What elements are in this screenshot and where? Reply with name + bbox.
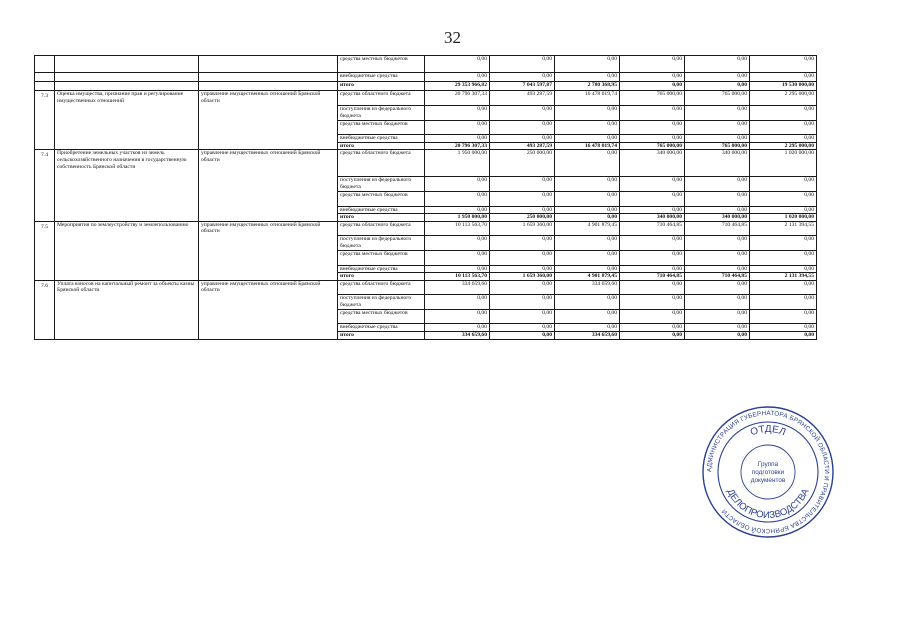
amount-cell: 16 478 019,74 bbox=[555, 142, 620, 150]
amount-cell: 0,00 bbox=[750, 295, 817, 310]
measure-name bbox=[55, 56, 199, 73]
amount-cell: 0,00 bbox=[555, 250, 620, 265]
amount-cell: 0,00 bbox=[685, 236, 750, 251]
amount-cell: 765 000,00 bbox=[620, 91, 685, 106]
amount-cell: 0,00 bbox=[555, 120, 620, 135]
measure-name: Оценка имущества, признание прав и регулирование имущественных отношений bbox=[55, 91, 199, 150]
amount-cell: 0,00 bbox=[425, 120, 490, 135]
amount-cell: 2 131 394,55 bbox=[750, 273, 817, 281]
funding-source: средства местных бюджетов bbox=[338, 56, 425, 73]
funding-source: средства областного бюджета bbox=[338, 91, 425, 106]
amount-cell: 340 000,00 bbox=[620, 214, 685, 222]
amount-cell: 16 478 019,74 bbox=[555, 91, 620, 106]
amount-cell: 0,00 bbox=[685, 324, 750, 332]
amount-cell: 2 295 000,00 bbox=[750, 91, 817, 106]
amount-cell: 250 000,00 bbox=[490, 150, 555, 177]
amount-cell: 0,00 bbox=[425, 135, 490, 143]
item-number: 7.5 bbox=[35, 221, 55, 280]
table-row bbox=[35, 56, 817, 73]
amount-cell: 4 901 879,45 bbox=[555, 221, 620, 236]
funding-source: средства местных бюджетов bbox=[338, 309, 425, 324]
amount-cell: 0,00 bbox=[425, 191, 490, 206]
amount-cell: 0,00 bbox=[490, 72, 555, 81]
amount-cell: 0,00 bbox=[750, 56, 817, 73]
measure-name: Мероприятия по землеустройству и землепользованию bbox=[55, 221, 199, 280]
amount-cell: 334 659,60 bbox=[425, 280, 490, 295]
amount-cell: 0,00 bbox=[425, 72, 490, 81]
table-row bbox=[35, 150, 817, 177]
amount-cell: 0,00 bbox=[490, 135, 555, 143]
funding-source: итого bbox=[338, 214, 425, 222]
amount-cell: 0,00 bbox=[490, 236, 555, 251]
table-total-row bbox=[35, 81, 817, 90]
amount-cell: 765 000,00 bbox=[685, 91, 750, 106]
amount-cell: 0,00 bbox=[620, 332, 685, 340]
stamp-bottom-arc: ДЕЛОПРОИЗВОДСТВА bbox=[724, 487, 812, 522]
amount-cell: 0,00 bbox=[620, 265, 685, 273]
amount-cell: 493 287,59 bbox=[490, 142, 555, 150]
amount-cell: 765 000,00 bbox=[620, 142, 685, 150]
amount-cell: 0,00 bbox=[490, 191, 555, 206]
amount-cell: 0,00 bbox=[490, 295, 555, 310]
amount-cell: 0,00 bbox=[685, 332, 750, 340]
amount-cell: 0,00 bbox=[620, 135, 685, 143]
stamp-seal-icon bbox=[700, 404, 836, 540]
amount-cell: 0,00 bbox=[750, 135, 817, 143]
amount-cell: 0,00 bbox=[555, 265, 620, 273]
funding-source: внебюджетные средства bbox=[338, 206, 425, 214]
amount-cell: 0,00 bbox=[620, 280, 685, 295]
amount-cell: 4 901 879,45 bbox=[555, 273, 620, 281]
funding-source: внебюджетные средства bbox=[338, 135, 425, 143]
amount-cell: 0,00 bbox=[685, 206, 750, 214]
amount-cell: 710 464,85 bbox=[620, 221, 685, 236]
amount-cell: 0,00 bbox=[425, 56, 490, 73]
amount-cell: 0,00 bbox=[490, 206, 555, 214]
amount-cell: 1 950 000,00 bbox=[425, 150, 490, 177]
amount-cell: 0,00 bbox=[490, 177, 555, 192]
amount-cell: 710 464,85 bbox=[620, 273, 685, 281]
funding-source: внебюджетные средства bbox=[338, 265, 425, 273]
item-number: 7.4 bbox=[35, 150, 55, 221]
amount-cell: 710 464,85 bbox=[685, 273, 750, 281]
funding-source: поступления из федерального бюджета bbox=[338, 295, 425, 310]
stamp-center-line-2: подготовки bbox=[751, 469, 785, 476]
funding-source: итого bbox=[338, 273, 425, 281]
item-number bbox=[35, 81, 55, 90]
funding-source: средства местных бюджетов bbox=[338, 250, 425, 265]
amount-cell: 0,00 bbox=[555, 56, 620, 73]
funding-source: поступления из федерального бюджета bbox=[338, 236, 425, 251]
amount-cell: 0,00 bbox=[620, 177, 685, 192]
amount-cell: 0,00 bbox=[620, 309, 685, 324]
measure-name: Уплата взносов на капитальный ремонт за объекты казны Брянской области bbox=[55, 280, 199, 339]
funding-source: итого bbox=[338, 142, 425, 150]
amount-cell: 0,00 bbox=[620, 72, 685, 81]
amount-cell: 0,00 bbox=[750, 72, 817, 81]
amount-cell: 0,00 bbox=[555, 135, 620, 143]
funding-source: средства областного бюджета bbox=[338, 150, 425, 177]
table-row bbox=[35, 221, 817, 236]
amount-cell: 0,00 bbox=[555, 191, 620, 206]
funding-source: внебюджетные средства bbox=[338, 324, 425, 332]
amount-cell: 0,00 bbox=[685, 56, 750, 73]
funding-source: поступления из федерального бюджета bbox=[338, 105, 425, 120]
svg-text:ОТДЕЛ bbox=[749, 424, 787, 438]
executor bbox=[199, 56, 338, 73]
amount-cell: 0,00 bbox=[685, 72, 750, 81]
amount-cell: 0,00 bbox=[750, 206, 817, 214]
amount-cell: 1 950 000,00 bbox=[425, 214, 490, 222]
amount-cell: 0,00 bbox=[620, 120, 685, 135]
amount-cell: 710 464,85 bbox=[685, 221, 750, 236]
amount-cell: 0,00 bbox=[750, 177, 817, 192]
amount-cell: 0,00 bbox=[685, 135, 750, 143]
amount-cell: 0,00 bbox=[750, 324, 817, 332]
amount-cell: 0,00 bbox=[425, 265, 490, 273]
amount-cell: 0,00 bbox=[425, 105, 490, 120]
amount-cell: 0,00 bbox=[685, 295, 750, 310]
amount-cell: 0,00 bbox=[490, 309, 555, 324]
amount-cell: 2 780 368,95 bbox=[555, 81, 620, 90]
amount-cell: 340 000,00 bbox=[685, 214, 750, 222]
funding-source: итого bbox=[338, 332, 425, 340]
executor bbox=[199, 81, 338, 90]
table-row bbox=[35, 91, 817, 106]
amount-cell: 0,00 bbox=[490, 332, 555, 340]
funding-source: средства областного бюджета bbox=[338, 221, 425, 236]
funding-source: средства областного бюджета bbox=[338, 280, 425, 295]
measure-name bbox=[55, 72, 199, 81]
amount-cell: 0,00 bbox=[750, 250, 817, 265]
amount-cell: 1 020 000,00 bbox=[750, 214, 817, 222]
stamp-ring-text: АДМИНИСТРАЦИЯ ГУБЕРНАТОРА БРЯНСКОЙ ОБЛАСТИ И ПРАВИТЕЛЬСТВА БРЯНСКОЙ ОБЛАСТИ bbox=[705, 409, 831, 535]
funding-source: средства местных бюджетов bbox=[338, 191, 425, 206]
amount-cell: 250 000,00 bbox=[490, 214, 555, 222]
amount-cell: 765 000,00 bbox=[685, 142, 750, 150]
amount-cell: 0,00 bbox=[555, 295, 620, 310]
amount-cell: 0,00 bbox=[750, 191, 817, 206]
amount-cell: 0,00 bbox=[750, 280, 817, 295]
amount-cell: 10 113 563,70 bbox=[425, 273, 490, 281]
stamp-center-line-3: документов bbox=[750, 477, 786, 484]
amount-cell: 19 530 000,00 bbox=[750, 81, 817, 90]
amount-cell: 1 659 360,00 bbox=[490, 221, 555, 236]
item-number bbox=[35, 56, 55, 73]
amount-cell: 0,00 bbox=[555, 72, 620, 81]
amount-cell: 0,00 bbox=[490, 280, 555, 295]
item-number bbox=[35, 72, 55, 81]
amount-cell: 334 659,60 bbox=[425, 332, 490, 340]
amount-cell: 0,00 bbox=[425, 309, 490, 324]
amount-cell: 0,00 bbox=[555, 177, 620, 192]
executor: управление имущественных отношений Брянской области bbox=[199, 221, 338, 280]
amount-cell: 0,00 bbox=[685, 191, 750, 206]
svg-text:ДЕЛОПРОИЗВОДСТВА bbox=[725, 487, 812, 521]
amount-cell: 334 659,60 bbox=[555, 332, 620, 340]
page-number: 32 bbox=[444, 28, 461, 47]
amount-cell: 0,00 bbox=[685, 120, 750, 135]
amount-cell: 0,00 bbox=[490, 324, 555, 332]
amount-cell: 0,00 bbox=[620, 295, 685, 310]
amount-cell: 0,00 bbox=[750, 309, 817, 324]
amount-cell: 0,00 bbox=[490, 120, 555, 135]
amount-cell: 334 659,60 bbox=[555, 280, 620, 295]
measure-name bbox=[55, 81, 199, 90]
amount-cell: 0,00 bbox=[425, 177, 490, 192]
amount-cell: 0,00 bbox=[620, 236, 685, 251]
measure-name: Приобретение земельных участков из земель сельскохозяйственного назначения в государственную собственность Брянской области bbox=[55, 150, 199, 221]
amount-cell: 0,00 bbox=[555, 206, 620, 214]
amount-cell: 0,00 bbox=[555, 214, 620, 222]
amount-cell: 0,00 bbox=[425, 250, 490, 265]
item-number: 7.6 bbox=[35, 280, 55, 339]
amount-cell: 0,00 bbox=[425, 295, 490, 310]
amount-cell: 0,00 bbox=[620, 324, 685, 332]
amount-cell: 0,00 bbox=[425, 236, 490, 251]
amount-cell: 29 353 966,82 bbox=[425, 81, 490, 90]
amount-cell: 0,00 bbox=[620, 56, 685, 73]
amount-cell: 0,00 bbox=[425, 324, 490, 332]
amount-cell: 0,00 bbox=[620, 191, 685, 206]
amount-cell: 0,00 bbox=[685, 265, 750, 273]
table-row bbox=[35, 72, 817, 81]
amount-cell: 0,00 bbox=[555, 324, 620, 332]
amount-cell: 2 131 394,55 bbox=[750, 221, 817, 236]
executor: управление имущественных отношений Брянской области bbox=[199, 150, 338, 221]
table-row bbox=[35, 280, 817, 295]
amount-cell: 0,00 bbox=[620, 206, 685, 214]
amount-cell: 1 659 360,00 bbox=[490, 273, 555, 281]
executor bbox=[199, 72, 338, 81]
amount-cell: 0,00 bbox=[620, 250, 685, 265]
amount-cell: 0,00 bbox=[685, 177, 750, 192]
funding-source: итого bbox=[338, 81, 425, 90]
amount-cell: 0,00 bbox=[490, 250, 555, 265]
executor: управление имущественных отношений Брянской области bbox=[199, 91, 338, 150]
amount-cell: 0,00 bbox=[555, 105, 620, 120]
amount-cell: 0,00 bbox=[750, 105, 817, 120]
amount-cell: 0,00 bbox=[490, 265, 555, 273]
amount-cell: 0,00 bbox=[425, 206, 490, 214]
amount-cell: 0,00 bbox=[620, 105, 685, 120]
amount-cell: 0,00 bbox=[555, 309, 620, 324]
amount-cell: 493 287,59 bbox=[490, 91, 555, 106]
executor: управление имущественных отношений Брянской области bbox=[199, 280, 338, 339]
stamp-top-arc: ОТДЕЛ bbox=[749, 423, 788, 439]
amount-cell: 0,00 bbox=[750, 120, 817, 135]
budget-table bbox=[34, 55, 817, 340]
amount-cell: 0,00 bbox=[750, 332, 817, 340]
office-stamp bbox=[700, 404, 836, 540]
funding-source: поступления из федерального бюджета bbox=[338, 177, 425, 192]
amount-cell: 0,00 bbox=[750, 265, 817, 273]
amount-cell: 0,00 bbox=[555, 236, 620, 251]
amount-cell: 0,00 bbox=[555, 150, 620, 177]
amount-cell: 1 020 000,00 bbox=[750, 150, 817, 177]
amount-cell: 10 113 563,70 bbox=[425, 221, 490, 236]
amount-cell: 0,00 bbox=[620, 81, 685, 90]
amount-cell: 0,00 bbox=[490, 105, 555, 120]
stamp-center-line-1: Группа bbox=[757, 461, 779, 468]
amount-cell: 20 796 307,33 bbox=[425, 91, 490, 106]
amount-cell: 340 000,00 bbox=[685, 150, 750, 177]
amount-cell: 0,00 bbox=[685, 309, 750, 324]
amount-cell: 0,00 bbox=[685, 250, 750, 265]
amount-cell: 2 295 000,00 bbox=[750, 142, 817, 150]
amount-cell: 0,00 bbox=[685, 81, 750, 90]
amount-cell: 0,00 bbox=[685, 105, 750, 120]
amount-cell: 0,00 bbox=[490, 56, 555, 73]
funding-source: внебюджетные средства bbox=[338, 72, 425, 81]
amount-cell: 20 796 307,33 bbox=[425, 142, 490, 150]
amount-cell: 7 043 597,87 bbox=[490, 81, 555, 90]
amount-cell: 0,00 bbox=[685, 280, 750, 295]
item-number: 7.3 bbox=[35, 91, 55, 150]
amount-cell: 340 000,00 bbox=[620, 150, 685, 177]
amount-cell: 0,00 bbox=[750, 236, 817, 251]
funding-source: средства местных бюджетов bbox=[338, 120, 425, 135]
